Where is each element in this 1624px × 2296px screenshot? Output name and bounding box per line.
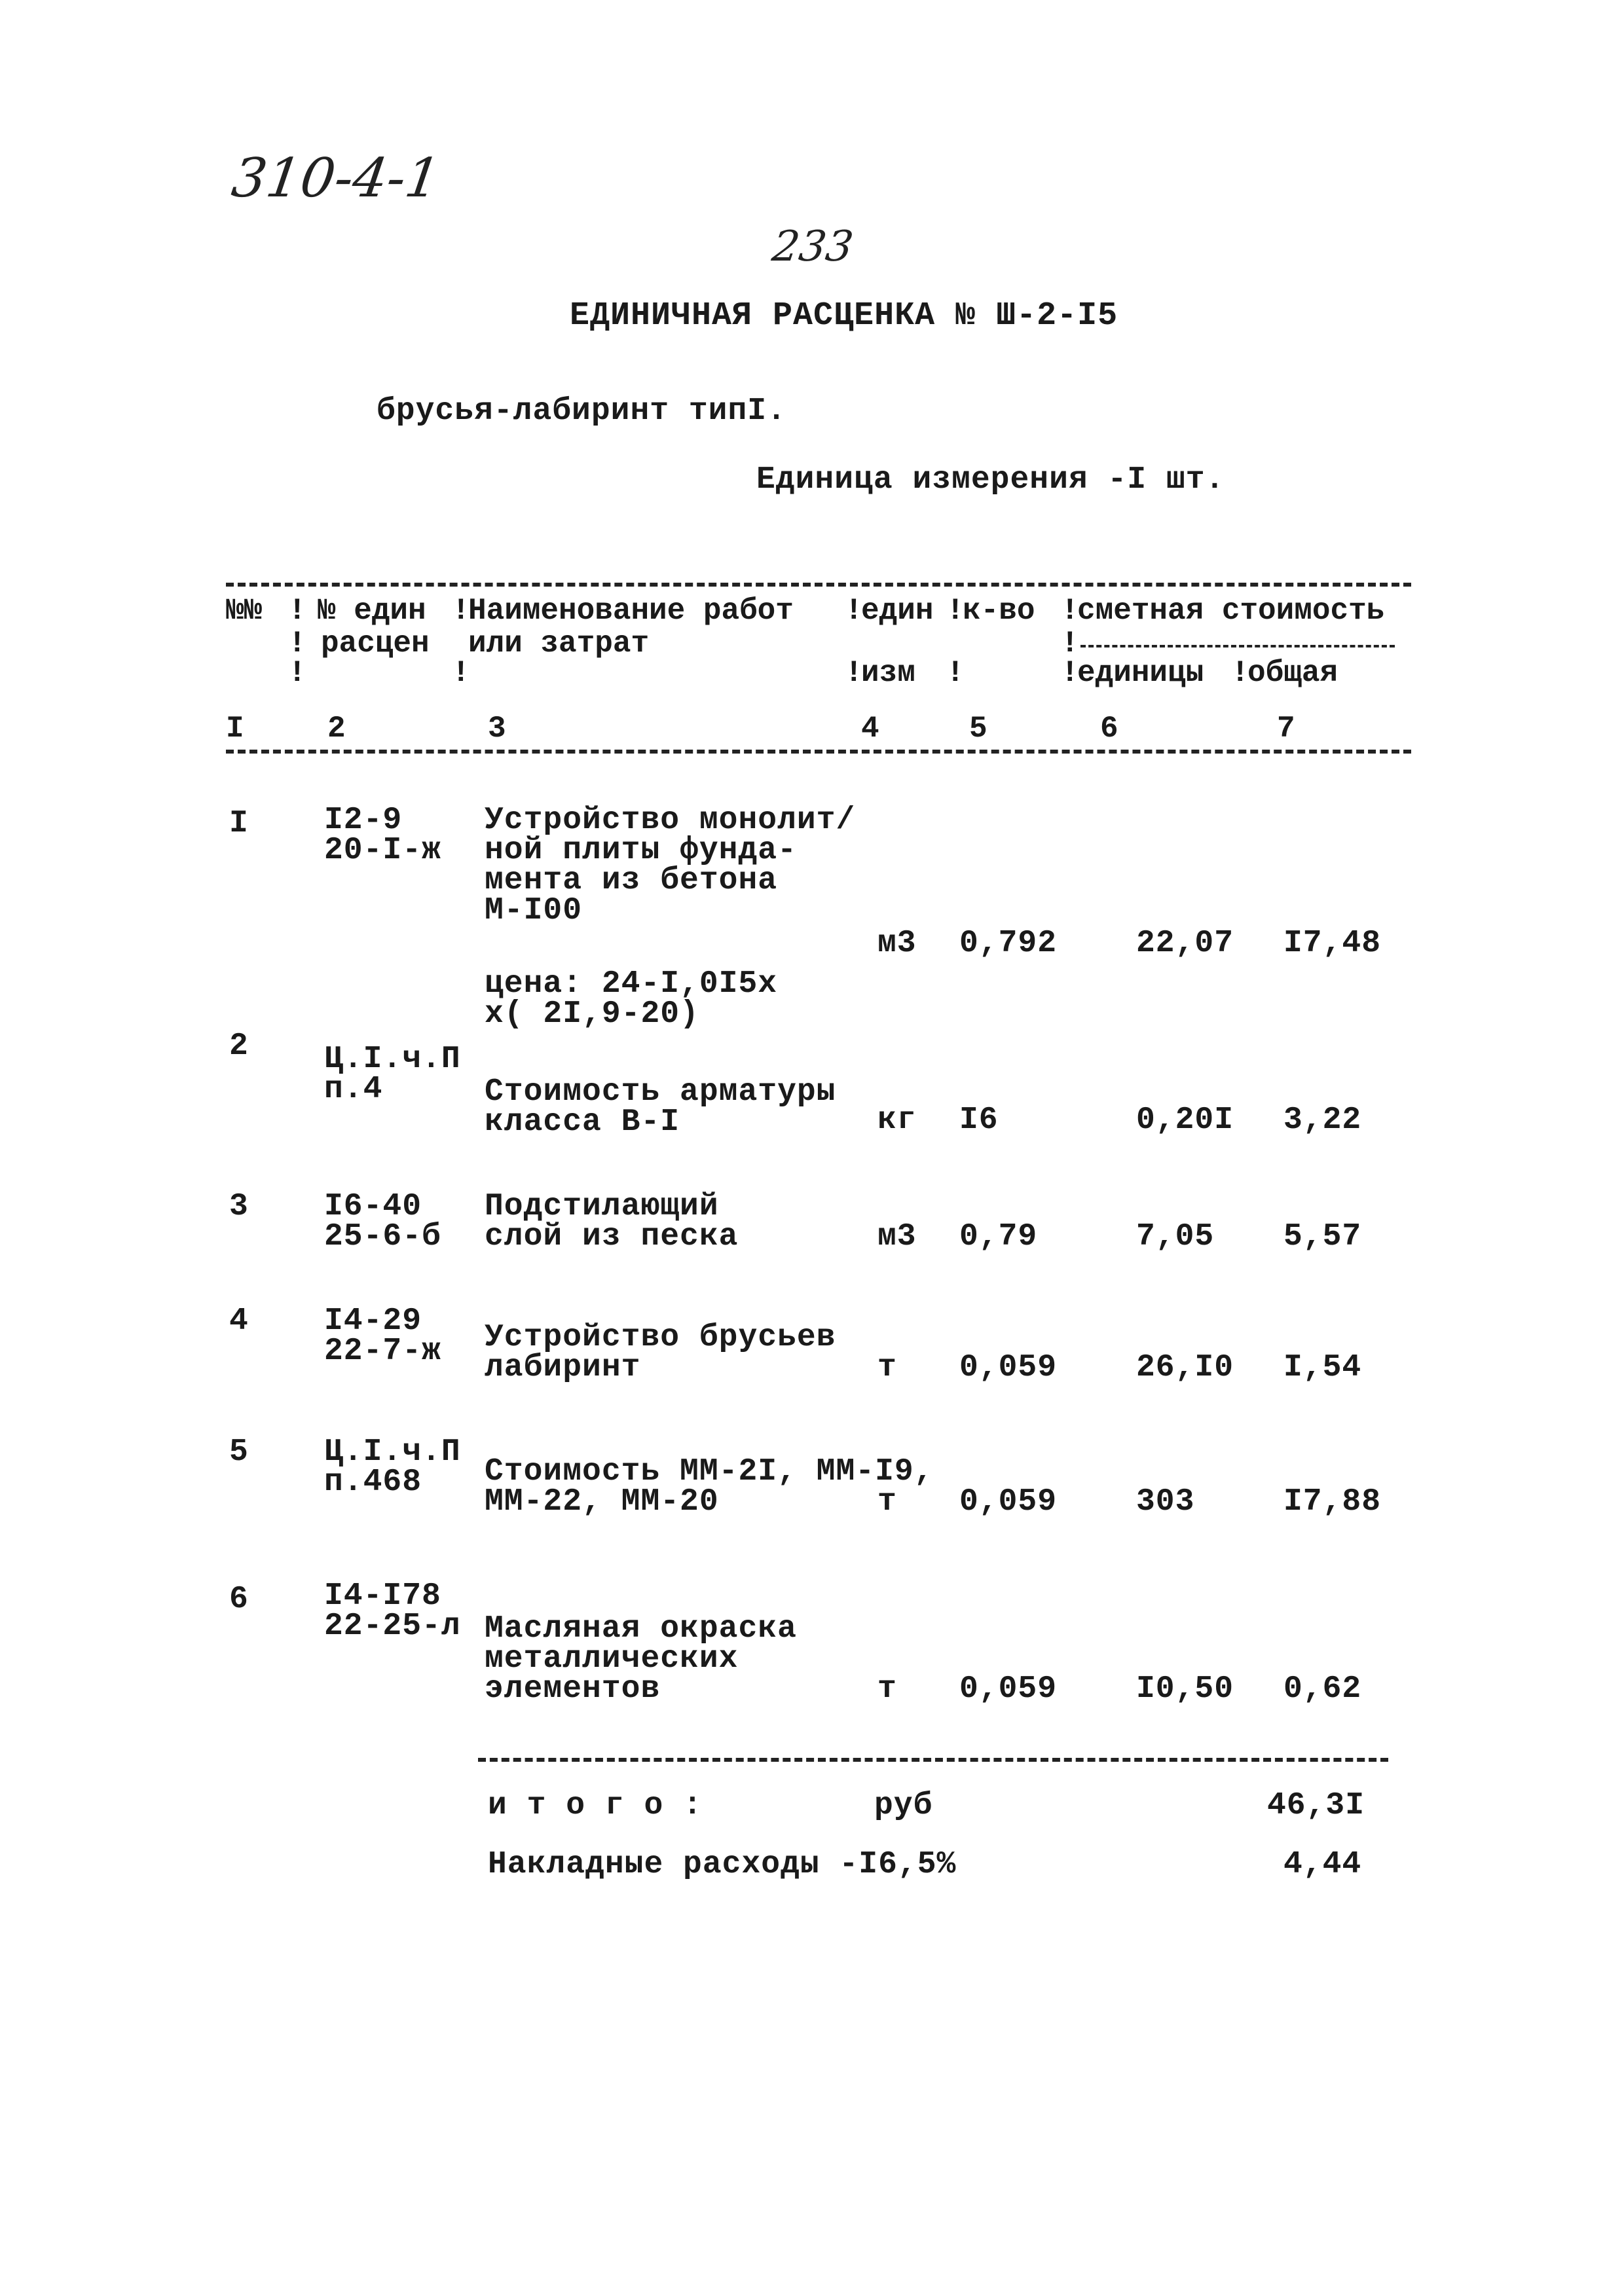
header-col4-line2: изм [861, 656, 915, 690]
work-name: класса В-I [485, 1104, 680, 1140]
unit-cost: 26,I0 [1136, 1350, 1234, 1385]
work-name: М-I00 [485, 893, 583, 928]
header-col3-line1: Наименование работ [468, 594, 794, 628]
unit: т [877, 1671, 897, 1707]
unit-cost: I0,50 [1136, 1671, 1234, 1707]
column-number-7: 7 [1277, 712, 1295, 746]
rate-code: I4-29 [324, 1303, 422, 1339]
header-col2-line2: расцен [321, 627, 430, 661]
work-name: мента из бетона [485, 863, 778, 898]
column-number-3: 3 [488, 712, 506, 746]
work-name: Стоимость арматуры [485, 1074, 836, 1110]
header-bottom-rule [226, 750, 1411, 754]
row-number: I [229, 806, 249, 841]
work-name: элементов [485, 1671, 661, 1707]
rate-code: Ц.I.ч.П [324, 1434, 461, 1470]
total-cost: 0,62 [1283, 1671, 1362, 1707]
document-subtitle: брусья-лабиринт типI. [377, 393, 786, 429]
rate-code: 20-I-ж [324, 833, 441, 868]
header-separator: ! [946, 594, 965, 628]
unit-cost: 7,05 [1136, 1219, 1215, 1254]
page-number: 233 [769, 223, 857, 271]
column-number-1: I [226, 712, 244, 746]
totals-rule [478, 1758, 1388, 1762]
total-cost: 5,57 [1283, 1219, 1362, 1254]
totals-value: 46,3I [1267, 1788, 1365, 1823]
header-col4-line1: един [861, 594, 934, 628]
unit: м3 [877, 1219, 917, 1254]
work-name: слой из песка [485, 1219, 739, 1254]
unit-cost: 0,20I [1136, 1102, 1234, 1138]
row-number: 5 [229, 1434, 249, 1470]
header-separator: ! [452, 656, 470, 690]
work-name: Подстилающий [485, 1189, 719, 1224]
header-cost-group: сметная стоимость [1077, 594, 1385, 628]
price-note: цена: 24-I,0I5х [485, 966, 778, 1002]
work-name: металлических [485, 1641, 739, 1677]
row-number: 3 [229, 1189, 249, 1224]
header-separator: ! [1061, 656, 1079, 690]
overhead-label: Накладные расходы -I6,5% [488, 1847, 957, 1882]
document-title: ЕДИНИЧНАЯ РАСЦЕНКА № Ш-2-I5 [570, 297, 1118, 335]
header-separator: ! [845, 594, 863, 628]
quantity: 0,059 [959, 1350, 1058, 1385]
header-separator: ! [845, 656, 863, 690]
unit-cost: 303 [1136, 1484, 1195, 1520]
rate-code: I6-40 [324, 1189, 422, 1224]
work-name: ММ-22, ММ-20 [485, 1484, 719, 1520]
header-separator: ! [452, 594, 470, 628]
unit: кг [877, 1102, 917, 1138]
totals-label: и т о г о : [488, 1788, 703, 1823]
unit: м3 [877, 926, 917, 961]
total-cost: I,54 [1283, 1350, 1362, 1385]
header-separator: ! [288, 594, 306, 628]
header-separator: ! [288, 656, 306, 690]
column-number-6: 6 [1100, 712, 1118, 746]
work-name: ной плиты фунда- [485, 833, 797, 868]
work-name: Устройство брусьев [485, 1320, 836, 1355]
row-number: 4 [229, 1303, 249, 1339]
work-name: Стоимость ММ-2I, ММ-I9, [485, 1454, 934, 1489]
total-cost: 3,22 [1283, 1102, 1362, 1138]
header-col3-line2: или затрат [468, 627, 650, 661]
unit-cost: 22,07 [1136, 926, 1234, 961]
header-col7: общая [1247, 656, 1338, 690]
unit-of-measure-line: Единица измерения -I шт. [756, 462, 1225, 498]
header-separator: ! [288, 627, 306, 661]
header-cost-group-rule [1080, 645, 1395, 647]
header-col1: №№ [226, 594, 263, 628]
quantity: I6 [959, 1102, 999, 1138]
header-separator: ! [1231, 656, 1249, 690]
unit: т [877, 1484, 897, 1520]
header-separator: ! [1061, 627, 1079, 661]
work-name: Масляная окраска [485, 1611, 797, 1647]
rate-code: 22-25-л [324, 1609, 461, 1644]
quantity: 0,792 [959, 926, 1058, 961]
quantity: 0,059 [959, 1484, 1058, 1520]
header-separator: ! [946, 656, 965, 690]
row-number: 6 [229, 1582, 249, 1617]
total-cost: I7,88 [1283, 1484, 1382, 1520]
rate-code: I4-I78 [324, 1578, 441, 1614]
rate-code: п.4 [324, 1072, 383, 1107]
rate-code: п.468 [324, 1465, 422, 1500]
row-number: 2 [229, 1029, 249, 1064]
column-number-5: 5 [969, 712, 987, 746]
total-cost: I7,48 [1283, 926, 1382, 961]
unit: т [877, 1350, 897, 1385]
rate-code: 22-7-ж [324, 1334, 441, 1369]
totals-currency: руб [874, 1788, 933, 1823]
rate-code: Ц.I.ч.П [324, 1042, 461, 1077]
header-col2-line1: № един [318, 594, 426, 628]
quantity: 0,059 [959, 1671, 1058, 1707]
quantity: 0,79 [959, 1219, 1038, 1254]
header-col5: к-во [963, 594, 1035, 628]
header-col6: единицы [1077, 656, 1204, 690]
column-number-4: 4 [861, 712, 879, 746]
rate-code: I2-9 [324, 803, 403, 838]
header-separator: ! [1061, 594, 1079, 628]
rate-code: 25-6-б [324, 1219, 441, 1254]
overhead-value: 4,44 [1283, 1847, 1362, 1882]
price-note: х( 2I,9-20) [485, 996, 699, 1032]
work-name: Устройство монолит/ [485, 803, 856, 838]
column-number-2: 2 [327, 712, 346, 746]
work-name: лабиринт [485, 1350, 641, 1385]
handwritten-document-code: 310-4-1 [228, 147, 444, 210]
header-top-rule [226, 583, 1411, 587]
